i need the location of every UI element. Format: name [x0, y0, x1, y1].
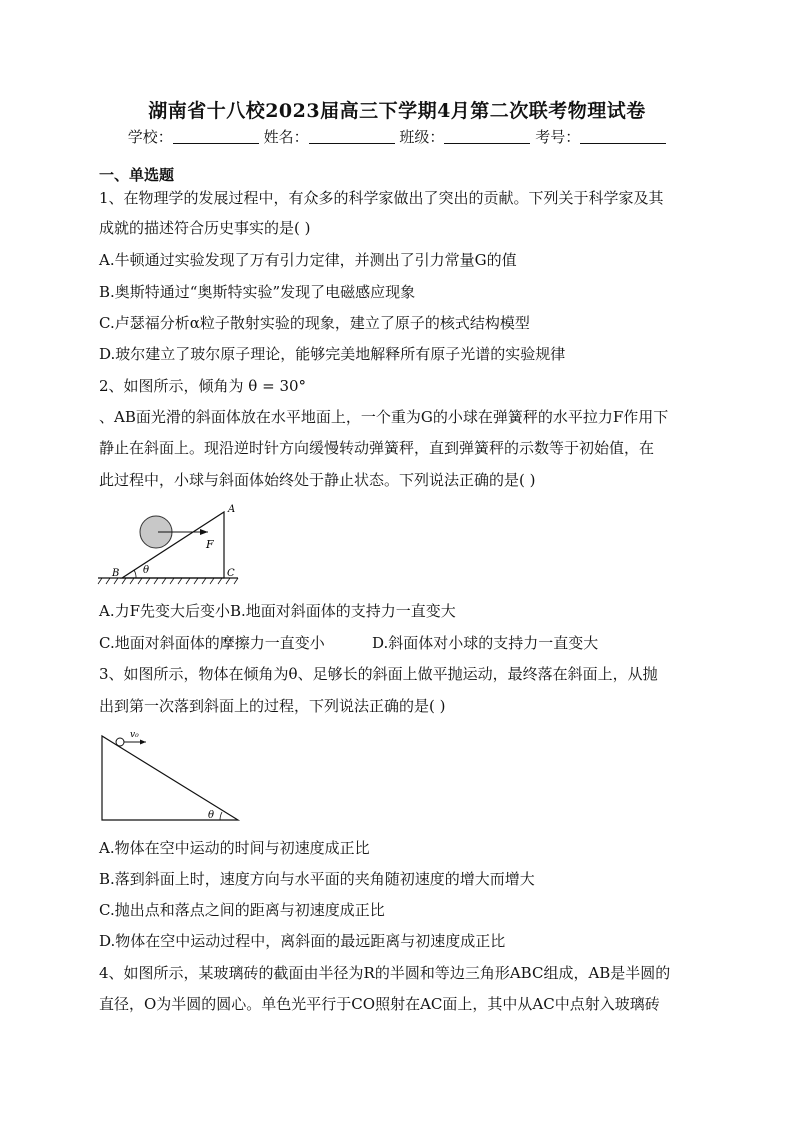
q3-incline-figure: [98, 728, 242, 824]
q2-option-ab: [99, 601, 456, 621]
label-c: C: [227, 568, 235, 579]
q1-stem-line-1: 1、在物理学的发展过程中，有众多的科学家做出了突出的贡献。下列关于科学家及其: [99, 189, 664, 207]
label-a: A: [228, 504, 236, 515]
q4-stem-line-1: 4、如图所示，某玻璃砖的截面由半径为R的半圆和等边三角形ABC组成，AB是半圆的: [99, 964, 671, 982]
q2-incline-figure: [96, 500, 246, 590]
label-v0: v₀: [130, 730, 139, 740]
label-b: B: [112, 568, 120, 579]
q1-option-c: C.卢瑟福分析α粒子散射实验的现象，建立了原子的核式结构模型: [99, 314, 530, 332]
class-blank[interactable]: [444, 129, 530, 144]
q3-stem-line-1: 3、如图所示，物体在倾角为θ、足够长的斜面上做平抛运动，最终落在斜面上，从抛: [99, 665, 658, 683]
school-blank[interactable]: [173, 129, 259, 144]
q3-option-c: C.抛出点和落点之间的距离与初速度成正比: [99, 901, 385, 919]
student-info-row: [0, 126, 794, 147]
school-label: 学校：: [127, 128, 173, 146]
q3-option-d: D.物体在空中运动过程中，离斜面的最远距离与初速度成正比: [99, 932, 506, 950]
section-heading: 一、单选题: [99, 166, 175, 184]
label-theta: θ: [143, 565, 150, 576]
q4-stem-line-2: 直径，O为半圆的圆心。单色光平行于CO照射在AC面上，其中从AC中点射入玻璃砖: [99, 995, 660, 1013]
q3-stem-line-2: 出到第一次落到斜面上的过程，下列说法正确的是( ): [99, 697, 446, 715]
q3-option-a: A.物体在空中运动的时间与初速度成正比: [99, 839, 370, 857]
label-theta-3: θ: [208, 810, 215, 821]
label-f: F: [206, 538, 214, 551]
q2-option-d: D.斜面体对小球的支持力一直变大: [372, 634, 599, 652]
name-blank[interactable]: [309, 129, 395, 144]
projectile-shape: [116, 738, 124, 746]
class-label: 班级：: [399, 128, 445, 146]
q2-option-a: A.力F先变大后变小: [99, 602, 231, 620]
q2-stem-line-3: 静止在斜面上。现沿逆时针方向缓慢转动弹簧秤，直到弹簧秤的示数等于初始值，在: [99, 439, 655, 457]
exam-number-blank[interactable]: [580, 129, 666, 144]
q1-stem-line-2: 成就的描述符合历史事实的是( ): [99, 219, 311, 237]
q3-option-b: B.落到斜面上时，速度方向与水平面的夹角随初速度的增大而增大: [99, 870, 535, 888]
q1-option-a: A.牛顿通过实验发现了万有引力定律，并测出了引力常量G的值: [99, 251, 517, 269]
exam-title: 湖南省十八校2023届高三下学期4月第二次联考物理试卷: [148, 100, 646, 122]
name-label: 姓名：: [263, 128, 309, 146]
q2-stem-line-1: 2、如图所示，倾角为 θ = 30°: [99, 377, 307, 395]
q2-stem-line-4: 此过程中，小球与斜面体始终处于静止状态。下列说法正确的是( ): [99, 471, 536, 489]
q2-option-c: C.地面对斜面体的摩擦力一直变小: [99, 634, 325, 652]
q1-option-b: B.奥斯特通过“奥斯特实验”发现了电磁感应现象: [99, 283, 416, 301]
q2-stem-line-2: 、AB面光滑的斜面体放在水平地面上，一个重为G的小球在弹簧秤的水平拉力F作用下: [99, 408, 669, 426]
q2-option-b: B.地面对斜面体的支持力一直变大: [230, 602, 456, 620]
q1-option-d: D.玻尔建立了玻尔原子理论，能够完美地解释所有原子光谱的实验规律: [99, 345, 566, 363]
exam-number-label: 考号：: [535, 128, 581, 146]
